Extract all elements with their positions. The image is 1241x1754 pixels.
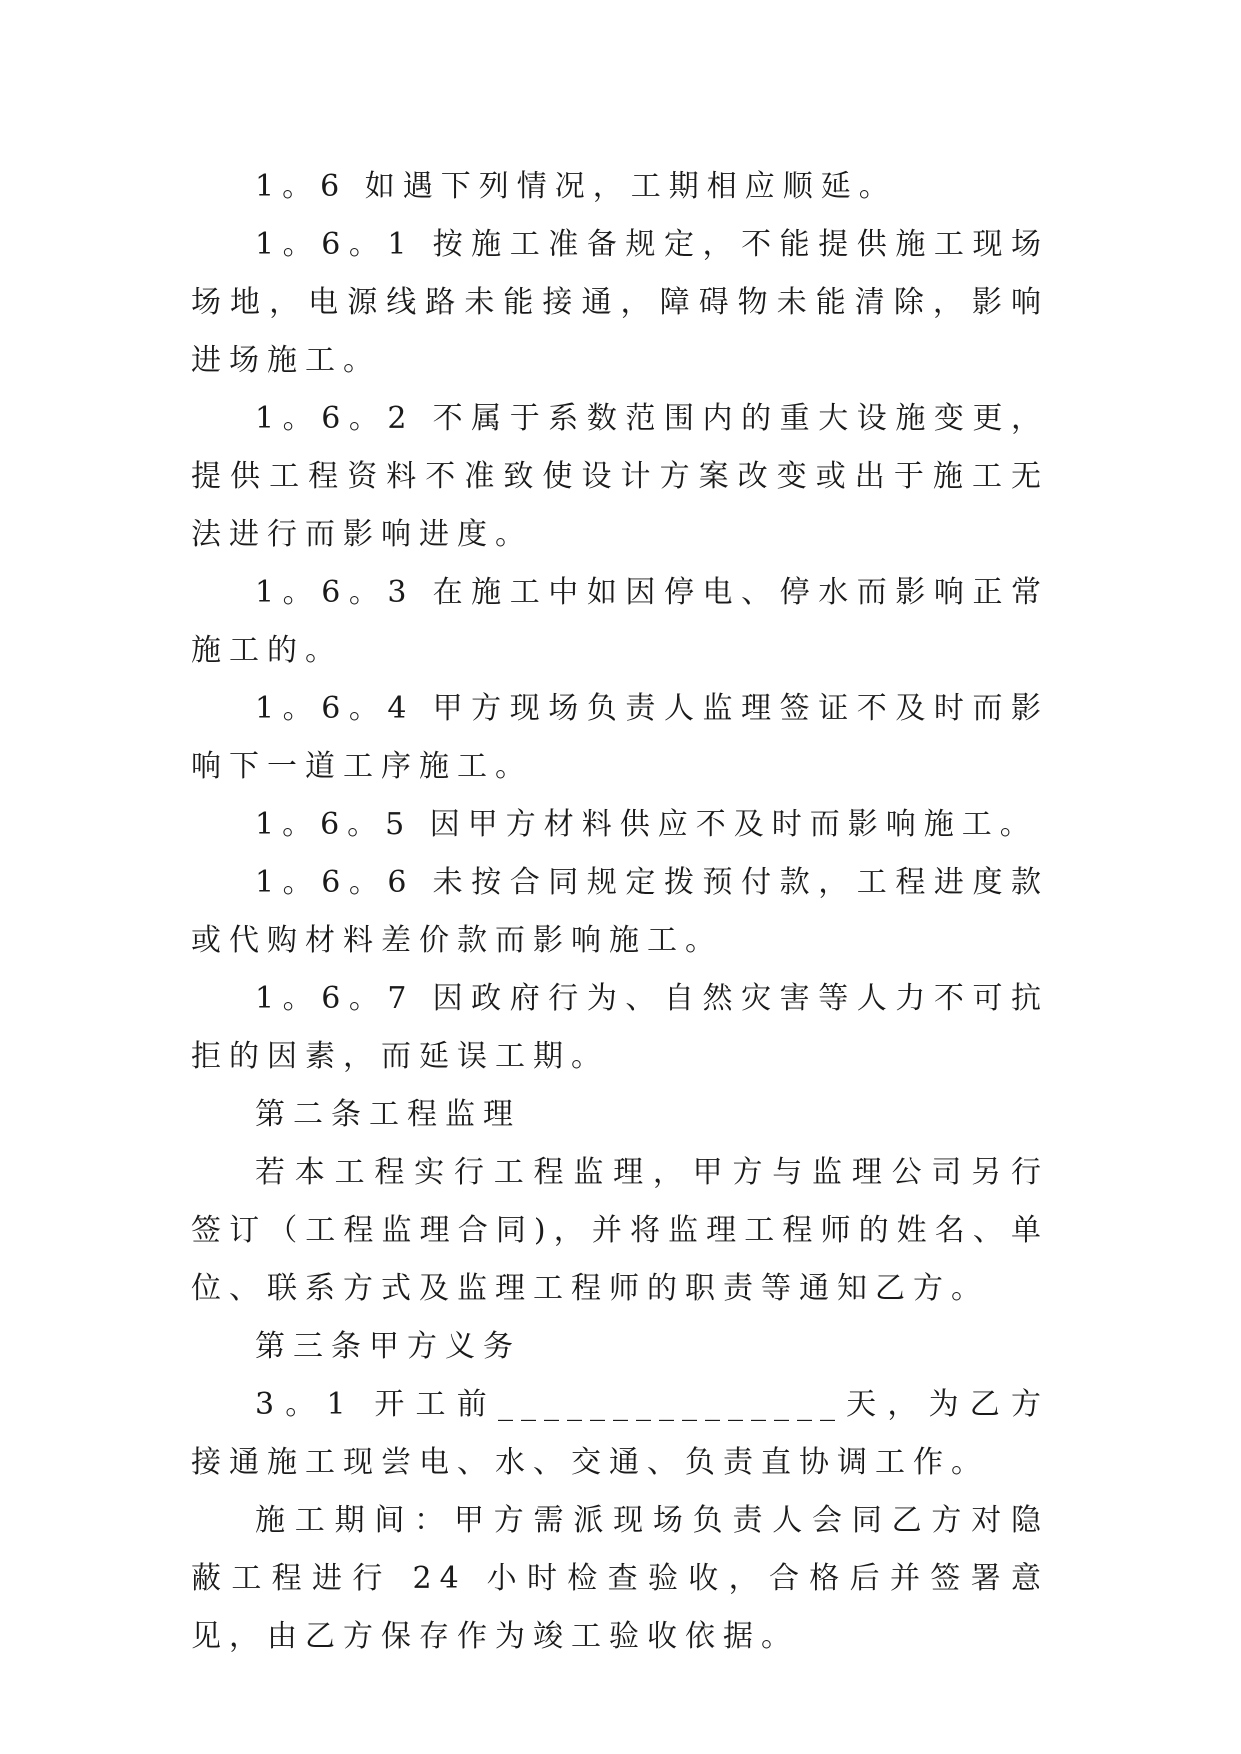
clause-1-6-2: 1。6。2 不属于系数范围内的重大设施变更，提供工程资料不准致使设计方案改变或出于施工无法进行而影响进度。	[191, 401, 1049, 552]
clause-1-6-4: 1。6。4 甲方现场负责人监理签证不及时而影响下一道工序施工。	[191, 691, 1049, 784]
document-body	[191, 158, 1049, 1666]
clause-1-6-1: 1。6。1 按施工准备规定，不能提供施工现场场地，电源线路未能接通，障碍物未能清除，影响进场施工。	[191, 227, 1049, 378]
construction-period-paragraph: 施工期间：甲方需派现场负责人会同乙方对隐蔽工程进行 24 小时检查验收，合格后并签署意见，由乙方保存作为竣工验收依据。	[191, 1503, 1049, 1654]
clause-3-1: 3。1 开工前_______________天，为乙方接通施工现尝电、水、交通、负责直协调工作。	[191, 1387, 1049, 1480]
clause-1-6: 1。6 如遇下列情况，工期相应顺延。	[255, 169, 897, 204]
clause-1-6-3: 1。6。3 在施工中如因停电、停水而影响正常施工的。	[191, 575, 1049, 668]
clause-1-6-7: 1。6。7 因政府行为、自然灾害等人力不可抗拒的因素，而延误工期。	[191, 981, 1049, 1074]
clause-1-6-5: 1。6。5 因甲方材料供应不及时而影响施工。	[255, 807, 1038, 842]
article-3-heading: 第三条甲方义务	[255, 1329, 521, 1364]
clause-1-6-6: 1。6。6 未按合同规定拨预付款，工程进度款或代购材料差价款而影响施工。	[191, 865, 1049, 958]
article-2-heading: 第二条工程监理	[255, 1097, 521, 1132]
article-2-body: 若本工程实行工程监理，甲方与监理公司另行签订（工程监理合同)，并将监理工程师的姓名、单位、联系方式及监理工程师的职责等通知乙方。	[191, 1155, 1049, 1306]
